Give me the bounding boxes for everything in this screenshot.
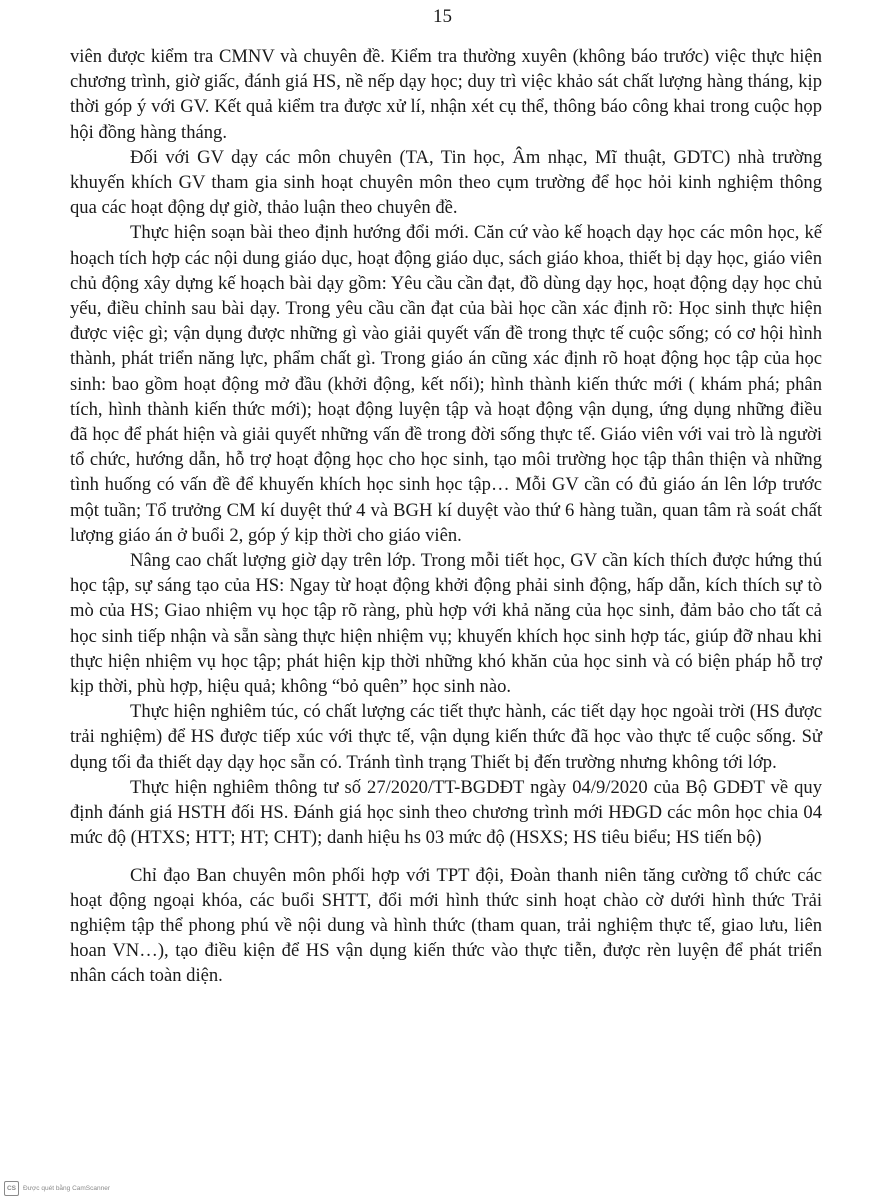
- paragraph-lesson-planning: Thực hiện soạn bài theo định hướng đổi mới. Căn cứ vào kế hoạch dạy học các môn học, kế hoạch tích hợp các nội dung giáo dục, hoạt động giáo dục, sách giáo khoa, thiết bị dạy học, giáo viên chủ động xây dựng kế hoạch bài dạy gồm: Yêu cầu cần đạt, đồ dùng dạy học, hoạt động dạy học chủ yếu, điều chỉnh sau bài dạy. Trong yêu cầu cần đạt của bài học cần xác định rõ: Học sinh thực hiện được việc gì; vận dụng được những gì vào giải quyết vấn đề trong thực tế cuộc sống; có cơ hội hình thành, phát triển năng lực, phẩm chất gì. Trong giáo án cũng xác định rõ hoạt động học tập của học sinh: bao gồm hoạt động mở đầu (khởi động, kết nối); hình thành kiến thức mới ( khám phá; phân tích, hình thành kiến thức mới); hoạt động luyện tập và hoạt động vận dụng, ứng dụng những điều đã học để phát hiện và giải quyết những vấn đề trong đời sống thực tế. Giáo viên với vai trò là người tổ chức, hướng dẫn, hỗ trợ hoạt động học cho học sinh, tạo môi trường học tập thân thiện và những tình huống có vấn đề để khuyến khích học sinh học tập… Mỗi GV cần có đủ giáo án lên lớp trước một tuần; Tổ trưởng CM kí duyệt thứ 4 và BGH kí duyệt vào thứ 6 hàng tuần, quan tâm rà soát chất lượng giáo án ở buổi 2, góp ý kịp thời cho giáo viên.: [70, 222, 822, 546]
- paragraph-extracurricular: Chỉ đạo Ban chuyên môn phối hợp với TPT đội, Đoàn thanh niên tăng cường tổ chức các hoạt động ngoại khóa, các buổi SHTT, đổi mới hình thức sinh hoạt chào cờ dưới hình thức Trải nghiệm tập thể phong phú về nội dung và hình thức (tham quan, trải nghiệm thực tế, giao lưu, liên hoan VN…), tạo điều kiện để HS vận dụng kiến thức vào thực tiễn, được rèn luyện để phát triển nhân cách toàn diện.: [70, 864, 822, 987]
- camscanner-logo-icon: CS: [4, 1181, 19, 1196]
- paragraph-practical-lessons: Thực hiện nghiêm túc, có chất lượng các tiết thực hành, các tiết dạy học ngoài trời (HS được trải nghiệm) để HS được tiếp xúc với thực tế, vận dụng kiến thức đã học vào thực tế cuộc sống. Sử dụng tối đa thiết dạy dạy học sẵn có. Tránh tình trạng Thiết bị đến trường nhưng không tới lớp.: [70, 701, 822, 773]
- page-number: 15: [433, 6, 452, 27]
- paragraph-assessment: Thực hiện nghiêm thông tư số 27/2020/TT-BGDĐT ngày 04/9/2020 của Bộ GDĐT về quy định đánh giá HSTH đối HS. Đánh giá học sinh theo chương trình mới HĐGD các môn học chia 04 mức độ (HTXS; HTT; HT; CHT); danh hiệu hs 03 mức độ (HSXS; HS tiêu biểu; HS tiến bộ): [70, 776, 822, 849]
- camscanner-text: Được quét bằng CamScanner: [23, 1185, 111, 1192]
- document-body: [70, 44, 822, 989]
- paragraph-inspection: viên được kiểm tra CMNV và chuyên đề. Kiểm tra thường xuyên (không báo trước) việc thực hiện chương trình, giờ giấc, đánh giá HS, nề nếp dạy học; duy trì việc khảo sát chất lượng hàng tháng, kịp thời góp ý với GV. Kết quả kiểm tra được xử lí, nhận xét cụ thể, thông báo công khai trong cuộc họp hội đồng hàng tháng.: [70, 46, 822, 143]
- paragraph-specialist-teachers: Đối với GV dạy các môn chuyên (TA, Tin học, Âm nhạc, Mĩ thuật, GDTC) nhà trường khuyến khích GV tham gia sinh hoạt chuyên môn theo cụm trường để học hỏi kinh nghiệm thông qua các hoạt động dự giờ, thảo luận theo chuyên đề.: [70, 146, 822, 219]
- paragraph-teaching-quality: Nâng cao chất lượng giờ dạy trên lớp. Trong mỗi tiết học, GV cần kích thích được hứng thú học tập, sự sáng tạo của HS: Ngay từ hoạt động khởi động phải sinh động, hấp dẫn, kích thích sự tò mò của HS; Giao nhiệm vụ học tập rõ ràng, phù hợp với khả năng của học sinh, đảm bảo cho tất cả học sinh tiếp nhận và sẵn sàng thực hiện nhiệm vụ; khuyến khích học sinh hợp tác, giúp đỡ nhau khi thực hiện nhiệm vụ học tập; phát hiện kịp thời những khó khăn của học sinh và có biện pháp hỗ trợ kịp thời, phù hợp, hiệu quả; không “bỏ quên” học sinh nào.: [70, 550, 822, 698]
- camscanner-watermark: [4, 1181, 110, 1196]
